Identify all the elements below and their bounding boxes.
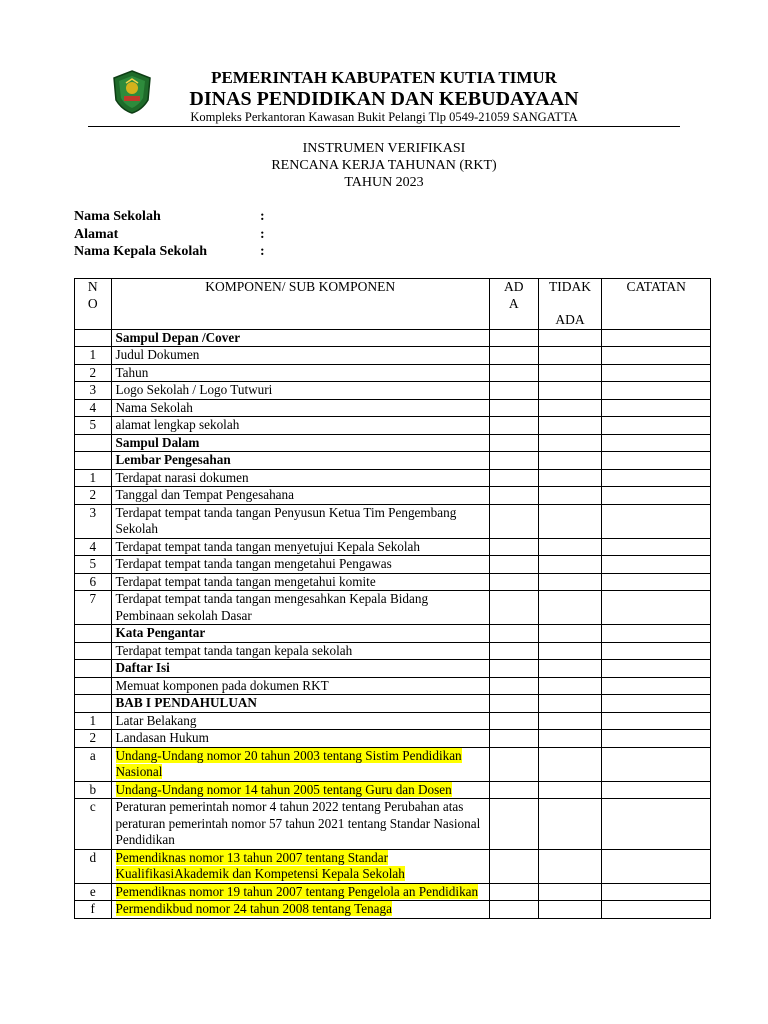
tidak-ada-checkbox-cell[interactable] [538, 434, 602, 452]
row-component [111, 591, 489, 625]
school-info [74, 209, 265, 262]
table-row [75, 695, 711, 713]
row-component [111, 382, 489, 400]
tidak-ada-checkbox-cell[interactable] [538, 695, 602, 713]
table-row [75, 747, 711, 781]
row-number: 4 [75, 399, 112, 417]
row-component [111, 417, 489, 435]
row-number: 2 [75, 730, 112, 748]
info-label: Nama Sekolah [74, 209, 161, 224]
catatan-cell[interactable] [602, 382, 711, 400]
catatan-cell[interactable] [602, 364, 711, 382]
row-component [111, 901, 489, 919]
ada-checkbox-cell[interactable] [489, 556, 538, 574]
row-component [111, 730, 489, 748]
ada-checkbox-cell[interactable] [489, 799, 538, 850]
agency-line: DINAS PENDIDIKAN DAN KEBUDAYAAN [189, 88, 579, 110]
row-number: 6 [75, 573, 112, 591]
component-text: Terdapat tempat tanda tangan kepala sekolah [115, 642, 353, 658]
row-component [111, 364, 489, 382]
tidak-ada-checkbox-cell[interactable] [538, 556, 602, 574]
tidak-ada-checkbox-cell[interactable] [538, 364, 602, 382]
row-number: 4 [75, 538, 112, 556]
row-component [111, 660, 489, 678]
table-row [75, 591, 711, 625]
component-text: Permendikbud nomor 24 tahun 2008 tentang Tenaga [115, 901, 392, 916]
ada-checkbox-cell[interactable] [489, 469, 538, 487]
address-line: Kompleks Perkantoran Kawasan Bukit Pelangi Tlp 0549-21059 SANGATTA [190, 110, 578, 124]
info-label: Nama Kepala Sekolah [74, 244, 208, 259]
row-number: 3 [75, 382, 112, 400]
catatan-cell[interactable] [602, 487, 711, 505]
component-text: Tahun [115, 364, 149, 380]
catatan-cell[interactable] [602, 452, 711, 470]
row-number [75, 434, 112, 452]
row-component [111, 487, 489, 505]
row-component [111, 747, 489, 781]
doc-title-1: INSTRUMEN VERIFIKASI [302, 141, 466, 156]
catatan-cell[interactable] [602, 849, 711, 883]
tidak-ada-checkbox-cell[interactable] [538, 382, 602, 400]
doc-title-3: TAHUN 2023 [344, 175, 424, 190]
letterhead [0, 0, 768, 130]
info-sep: : [260, 209, 265, 224]
catatan-cell[interactable] [602, 573, 711, 591]
ada-checkbox-cell[interactable] [489, 487, 538, 505]
ada-checkbox-cell[interactable] [489, 781, 538, 799]
row-component [111, 849, 489, 883]
row-number [75, 625, 112, 643]
row-number [75, 452, 112, 470]
component-text: Judul Dokumen [115, 347, 200, 362]
table-row [75, 883, 711, 901]
header-ada: AD A [489, 279, 538, 330]
header-komponen: KOMPONEN/ SUB KOMPONEN [111, 279, 489, 330]
component-text: Undang-Undang nomor 14 tahun 2005 tentang Guru dan Dosen [115, 781, 452, 797]
component-text: Peraturan pemerintah nomor 4 tahun 2022 tentang Perubahan atas peraturan pemerintah nomor 57 tahun 2021 tentang Standar Nasional Pendidikan [115, 799, 481, 847]
ada-checkbox-cell[interactable] [489, 399, 538, 417]
table-row [75, 452, 711, 470]
ada-checkbox-cell[interactable] [489, 677, 538, 695]
row-component [111, 677, 489, 695]
table-row [75, 556, 711, 574]
catatan-cell[interactable] [602, 417, 711, 435]
component-text: Kata Pengantar [115, 625, 206, 640]
row-number: f [75, 901, 112, 919]
header-no: N O [75, 279, 112, 330]
info-row [74, 244, 265, 262]
info-sep: : [260, 226, 265, 242]
component-text: alamat lengkap sekolah [115, 417, 240, 432]
row-number [75, 695, 112, 713]
row-component [111, 781, 489, 799]
ada-checkbox-cell[interactable] [489, 660, 538, 678]
ada-checkbox-cell[interactable] [489, 883, 538, 901]
ada-checkbox-cell[interactable] [489, 901, 538, 919]
ada-checkbox-cell[interactable] [489, 747, 538, 781]
ada-checkbox-cell[interactable] [489, 642, 538, 660]
row-component [111, 799, 489, 850]
gov-line: PEMERINTAH KABUPATEN KUTIA TIMUR [211, 68, 557, 87]
row-number: 1 [75, 469, 112, 487]
row-number [75, 329, 112, 347]
component-text: Undang-Undang nomor 20 tahun 2003 tentang Sistim Pendidikan Nasional [115, 747, 462, 779]
row-number: d [75, 849, 112, 883]
component-text: Memuat komponen pada dokumen RKT [115, 677, 329, 693]
row-number: 7 [75, 591, 112, 625]
catatan-cell[interactable] [602, 660, 711, 678]
component-text: Sampul Depan /Cover [115, 329, 241, 345]
row-component [111, 452, 489, 470]
table-row [75, 625, 711, 643]
row-component [111, 712, 489, 730]
row-component [111, 538, 489, 556]
row-component [111, 573, 489, 591]
row-number: a [75, 747, 112, 781]
catatan-cell[interactable] [602, 434, 711, 452]
table-row [75, 849, 711, 883]
tidak-ada-checkbox-cell[interactable] [538, 469, 602, 487]
ada-checkbox-cell[interactable] [489, 573, 538, 591]
table-row [75, 538, 711, 556]
catatan-cell[interactable] [602, 347, 711, 365]
catatan-cell[interactable] [602, 625, 711, 643]
row-component [111, 625, 489, 643]
table-row [75, 434, 711, 452]
row-number: c [75, 799, 112, 850]
tidak-ada-checkbox-cell[interactable] [538, 781, 602, 799]
table-row [75, 469, 711, 487]
tidak-ada-checkbox-cell[interactable] [538, 573, 602, 591]
tidak-ada-checkbox-cell[interactable] [538, 730, 602, 748]
tidak-ada-checkbox-cell[interactable] [538, 504, 602, 538]
component-text: Sampul Dalam [115, 434, 200, 450]
catatan-cell[interactable] [602, 504, 711, 538]
ada-checkbox-cell[interactable] [489, 695, 538, 713]
tidak-ada-checkbox-cell[interactable] [538, 538, 602, 556]
table-row [75, 417, 711, 435]
tidak-ada-checkbox-cell[interactable] [538, 747, 602, 781]
tidak-ada-checkbox-cell[interactable] [538, 417, 602, 435]
component-text: Terdapat tempat tanda tangan mengesahkan Kepala Bidang Pembinaan sekolah Dasar [115, 591, 429, 623]
header-catatan: CATATAN [602, 279, 711, 330]
component-text: BAB I PENDAHULUAN [115, 695, 257, 710]
tidak-ada-checkbox-cell[interactable] [538, 883, 602, 901]
ada-checkbox-cell[interactable] [489, 452, 538, 470]
tidak-ada-checkbox-cell[interactable] [538, 347, 602, 365]
ada-checkbox-cell[interactable] [489, 504, 538, 538]
row-component [111, 504, 489, 538]
table-row [75, 504, 711, 538]
ada-checkbox-cell[interactable] [489, 730, 538, 748]
table-row [75, 642, 711, 660]
catatan-cell[interactable] [602, 591, 711, 625]
info-row [74, 227, 265, 245]
row-number: e [75, 883, 112, 901]
component-text: Tanggal dan Tempat Pengesahana [115, 487, 294, 502]
component-text: Lembar Pengesahan [115, 452, 231, 467]
row-component [111, 469, 489, 487]
tidak-ada-checkbox-cell[interactable] [538, 799, 602, 850]
table-body [75, 329, 711, 918]
catatan-cell[interactable] [602, 642, 711, 660]
tidak-ada-checkbox-cell[interactable] [538, 677, 602, 695]
row-number: 1 [75, 347, 112, 365]
catatan-cell[interactable] [602, 799, 711, 850]
catatan-cell[interactable] [602, 399, 711, 417]
row-number: 1 [75, 712, 112, 730]
component-text: Terdapat tempat tanda tangan mengetahui komite [115, 573, 376, 589]
tidak-ada-checkbox-cell[interactable] [538, 901, 602, 919]
row-component [111, 347, 489, 365]
row-component [111, 695, 489, 713]
component-text: Pemendiknas nomor 19 tahun 2007 tentang Pengelola an Pendidikan [115, 883, 479, 899]
header-tidak-ada: TIDAK ADA [538, 279, 602, 330]
row-component [111, 642, 489, 660]
ada-checkbox-cell[interactable] [489, 538, 538, 556]
row-component [111, 434, 489, 452]
tidak-ada-checkbox-cell[interactable] [538, 660, 602, 678]
catatan-cell[interactable] [602, 695, 711, 713]
component-text: Terdapat tempat tanda tangan mengetahui Pengawas [115, 556, 392, 571]
catatan-cell[interactable] [602, 538, 711, 556]
ada-checkbox-cell[interactable] [489, 625, 538, 643]
tidak-ada-checkbox-cell[interactable] [538, 625, 602, 643]
catatan-cell[interactable] [602, 329, 711, 347]
info-row [74, 209, 265, 227]
row-number: 2 [75, 364, 112, 382]
tidak-ada-checkbox-cell[interactable] [538, 399, 602, 417]
catatan-cell[interactable] [602, 556, 711, 574]
table-row [75, 781, 711, 799]
row-number [75, 677, 112, 695]
header-divider [88, 126, 680, 127]
table-row [75, 660, 711, 678]
component-text: Terdapat tempat tanda tangan menyetujui Kepala Sekolah [115, 538, 420, 554]
table-row [75, 730, 711, 748]
table-row [75, 677, 711, 695]
table-row [75, 347, 711, 365]
table-row [75, 901, 711, 919]
tidak-ada-checkbox-cell[interactable] [538, 487, 602, 505]
ada-checkbox-cell[interactable] [489, 434, 538, 452]
ada-checkbox-cell[interactable] [489, 364, 538, 382]
catatan-cell[interactable] [602, 730, 711, 748]
tidak-ada-checkbox-cell[interactable] [538, 452, 602, 470]
catatan-cell[interactable] [602, 677, 711, 695]
row-component [111, 883, 489, 901]
catatan-cell[interactable] [602, 747, 711, 781]
catatan-cell[interactable] [602, 901, 711, 919]
row-number [75, 642, 112, 660]
table-row [75, 487, 711, 505]
ada-checkbox-cell[interactable] [489, 849, 538, 883]
table-header [75, 279, 711, 330]
table-row [75, 712, 711, 730]
tidak-ada-checkbox-cell[interactable] [538, 329, 602, 347]
row-number [75, 660, 112, 678]
doc-title-2: RENCANA KERJA TAHUNAN (RKT) [271, 158, 497, 173]
component-text: Terdapat tempat tanda tangan Penyusun Ketua Tim Pengembang Sekolah [115, 504, 457, 536]
info-label: Alamat [74, 226, 119, 242]
ada-checkbox-cell[interactable] [489, 329, 538, 347]
component-text: Landasan Hukum [115, 730, 209, 745]
table-row [75, 382, 711, 400]
catatan-cell[interactable] [602, 469, 711, 487]
component-text: Daftar Isi [115, 660, 170, 675]
ada-checkbox-cell[interactable] [489, 712, 538, 730]
info-sep: : [260, 244, 265, 259]
row-number: 5 [75, 556, 112, 574]
component-text: Pemendiknas nomor 13 tahun 2007 tentang Standar KualifikasiAkademik dan Kompetensi Kepala Sekolah [115, 849, 405, 881]
table-row [75, 573, 711, 591]
table-row [75, 364, 711, 382]
catatan-cell[interactable] [602, 883, 711, 901]
verification-table [74, 278, 711, 919]
tidak-ada-checkbox-cell[interactable] [538, 849, 602, 883]
row-number: 5 [75, 417, 112, 435]
component-text: Latar Belakang [115, 712, 197, 728]
catatan-cell[interactable] [602, 712, 711, 730]
table-row [75, 799, 711, 850]
row-component [111, 399, 489, 417]
row-number: b [75, 781, 112, 799]
row-component [111, 329, 489, 347]
component-text: Logo Sekolah / Logo Tutwuri [115, 382, 273, 397]
ada-checkbox-cell[interactable] [489, 382, 538, 400]
tidak-ada-checkbox-cell[interactable] [538, 591, 602, 625]
component-text: Terdapat narasi dokumen [115, 469, 249, 485]
tidak-ada-checkbox-cell[interactable] [538, 642, 602, 660]
row-number: 2 [75, 487, 112, 505]
ada-checkbox-cell[interactable] [489, 347, 538, 365]
row-component [111, 556, 489, 574]
table-row [75, 329, 711, 347]
table-row [75, 399, 711, 417]
catatan-cell[interactable] [602, 781, 711, 799]
row-number: 3 [75, 504, 112, 538]
ada-checkbox-cell[interactable] [489, 417, 538, 435]
tidak-ada-checkbox-cell[interactable] [538, 712, 602, 730]
component-text: Nama Sekolah [115, 399, 193, 415]
ada-checkbox-cell[interactable] [489, 591, 538, 625]
